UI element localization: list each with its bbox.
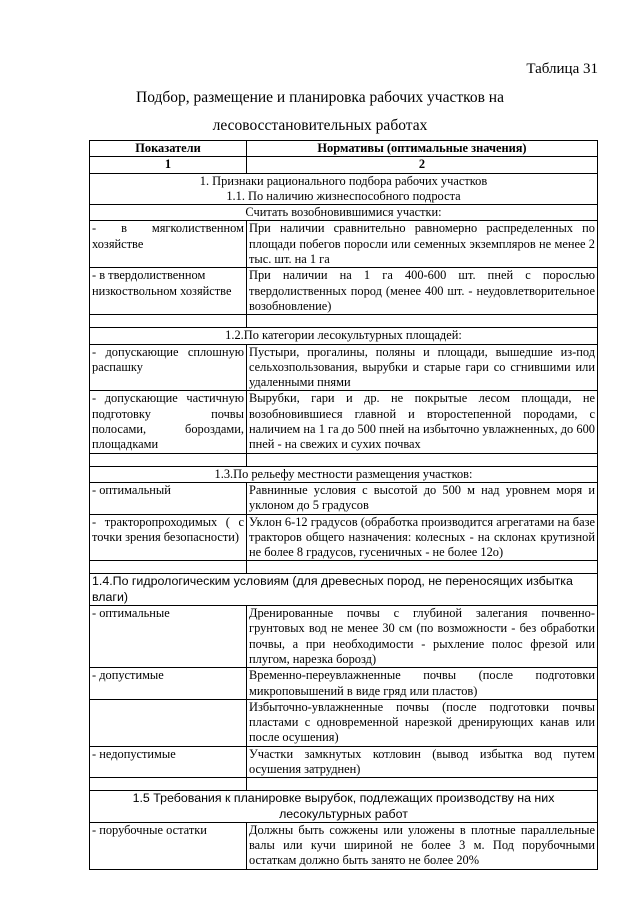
table-row	[90, 221, 598, 268]
column-number-2: 2	[247, 157, 598, 173]
table-row	[90, 344, 598, 391]
norm-cell: Временно-переувлажненные почвы (после подготовки микроповышений в виде гряд или пластов)	[247, 668, 598, 700]
table-row	[90, 391, 598, 453]
table-row	[90, 482, 598, 514]
table-row	[90, 699, 598, 746]
table-title-line1: Подбор, размещение и планировка рабочих участков на	[136, 89, 504, 106]
section-1-2-heading: 1.2.По категории лесокультурных площадей:	[90, 328, 598, 344]
section-row	[90, 466, 598, 482]
table-header-row	[90, 141, 598, 157]
section-1-heading: 1. Признаки рационального подбора рабочих участков	[199, 173, 488, 188]
indicator-cell: - допустимые	[90, 668, 247, 700]
section-1-1-heading: 1.1. По наличию жизнеспособного подроста	[226, 188, 461, 203]
table-row	[90, 268, 598, 315]
norm-cell: При наличии на 1 га 400-600 шт. пней с порослью твердолиственных пород (менее 400 шт. - неудовлетворительное возобновление)	[247, 268, 598, 315]
table-row	[90, 746, 598, 778]
indicator-cell: - тракторопроходимых ( с точки зрения безопасности)	[90, 514, 247, 561]
section-row	[90, 205, 598, 221]
empty-row	[90, 561, 598, 574]
table-row	[90, 822, 598, 869]
empty-row	[90, 778, 598, 791]
column-number-row	[90, 157, 598, 173]
indicator-cell: - порубочные остатки	[90, 822, 247, 869]
empty-row	[90, 453, 598, 466]
column-header-indicators: Показатели	[90, 141, 247, 157]
table-title-line2: лесовосстановительных работах	[212, 117, 428, 134]
section-row	[90, 791, 598, 823]
section-row	[90, 328, 598, 344]
norm-cell: При наличии сравнительно равномерно распределенных по площади побегов поросли или семенных экземпляров не менее 2 тыс. шт. на 1 га	[247, 221, 598, 268]
section-1-5-heading: 1.5 Требования к планировке вырубок, подлежащих производству на них лесокультурных работ	[90, 791, 598, 823]
indicator-cell	[90, 699, 247, 746]
section-row	[90, 574, 598, 606]
table-row	[90, 514, 598, 561]
table-row	[90, 606, 598, 668]
norm-cell: Участки замкнутых котловин (вывод избытка вод путем осушения затруднен)	[247, 746, 598, 778]
norms-table	[89, 140, 598, 870]
indicator-cell: - оптимальный	[90, 482, 247, 514]
column-header-norms: Нормативы (оптимальные значения)	[247, 141, 598, 157]
indicator-cell: - недопустимые	[90, 746, 247, 778]
section-1-4-heading: 1.4.По гидрологическим условиям (для древесных пород, не переносящих избытка влаги)	[90, 574, 598, 606]
norm-cell: Дренированные почвы с глубиной залегания почвенно-грунтовых вод не менее 30 см (по возможности - без обработки почвы, а при необходимости - рыхление полос фрезой или плугом, нарезка борозд)	[247, 606, 598, 668]
indicator-cell: - оптимальные	[90, 606, 247, 668]
table-number: Таблица 31	[526, 61, 598, 77]
section-row	[90, 173, 598, 205]
norm-cell: Должны быть сожжены или уложены в плотные параллельные валы или кучи шириной не более 3 м. Под порубочными остаткам должно быть занято не более 20%	[247, 822, 598, 869]
empty-row	[90, 315, 598, 328]
norm-cell: Вырубки, гари и др. не покрытые лесом площади, не возобновившиеся главной и второстепенной породами, с наличием на 1 га до 500 пней на избыточно увлажненных, до 600 пней - на свежих и сухих почвах	[247, 391, 598, 453]
table-row	[90, 668, 598, 700]
considered-label: Считать возобновившимися участки:	[90, 205, 598, 221]
indicator-cell: - допускающие частичную подготовку почвы полосами, бороздами, площадками	[90, 391, 247, 453]
indicator-cell: - в твердолиственном низкоствольном хозяйстве	[90, 268, 247, 315]
norm-cell: Избыточно-увлажненные почвы (после подготовки почвы пластами с одновременной нарезкой дренирующих канав или после осушения)	[247, 699, 598, 746]
indicator-cell: - в мягколиственном хозяйстве	[90, 221, 247, 268]
norm-cell: Равнинные условия с высотой до 500 м над уровнем моря и уклоном до 5 градусов	[247, 482, 598, 514]
section-1-3-heading: 1.3.По рельефу местности размещения участков:	[90, 466, 598, 482]
indicator-cell: - допускающие сплошную распашку	[90, 344, 247, 391]
column-number-1: 1	[90, 157, 247, 173]
norm-cell: Уклон 6-12 градусов (обработка производится агрегатами на базе тракторов общего назначения: колесных - на склонах крутизной не более 8 градусов, гусеничных - не более 12о)	[247, 514, 598, 561]
norm-cell: Пустыри, прогалины, поляны и площади, вышедшие из-под сельхозпользования, вырубки и старые гари со сгнившими или удаленными пнями	[247, 344, 598, 391]
